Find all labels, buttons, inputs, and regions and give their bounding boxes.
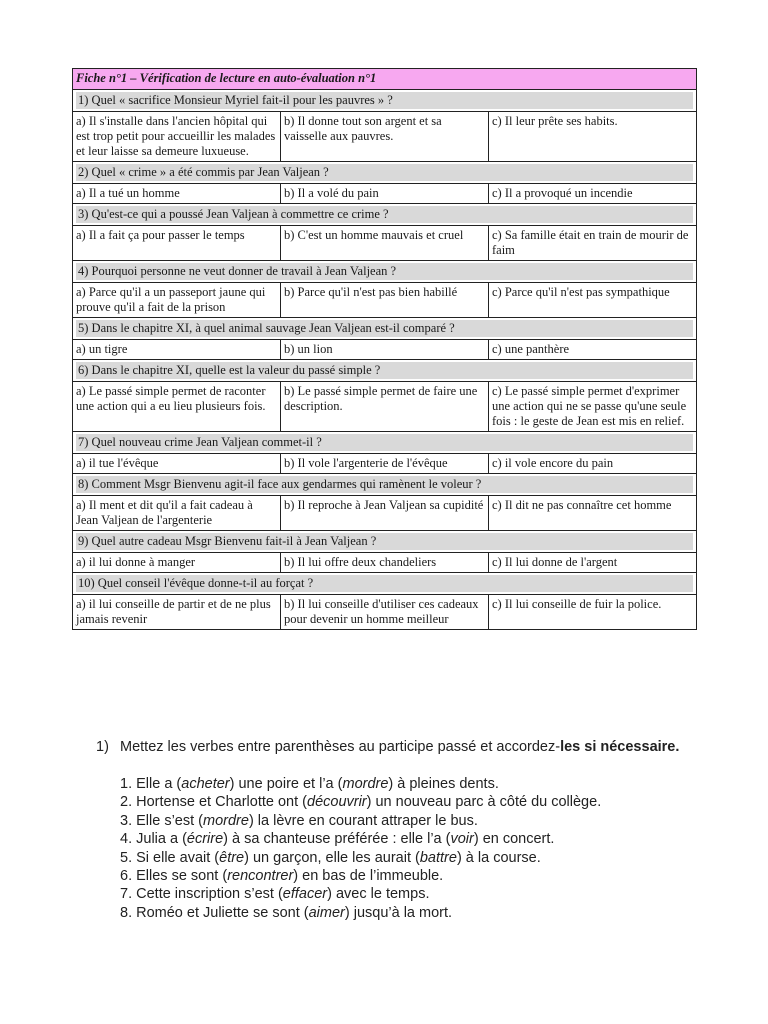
- answer-option: b) Il lui conseille d'utiliser ces cadeaux pour devenir un homme meilleur: [281, 595, 489, 630]
- question-text: 2) Quel « crime » a été commis par Jean Valjean ?: [76, 164, 693, 181]
- exercise-item: [120, 867, 716, 885]
- exercise-item: [120, 885, 716, 903]
- question-row: [73, 360, 697, 382]
- question-row: [73, 162, 697, 184]
- answer-option: c) Il dit ne pas connaître cet homme: [489, 496, 697, 531]
- question-text: 1) Quel « sacrifice Monsieur Myriel fait-il pour les pauvres » ?: [76, 92, 693, 109]
- question-text: 3) Qu'est-ce qui a poussé Jean Valjean à commettre ce crime ?: [76, 206, 693, 223]
- answer-option: a) Il a fait ça pour passer le temps: [73, 226, 281, 261]
- verb-infinitive: effacer: [282, 886, 328, 903]
- answer-option: c) Parce qu'il n'est pas sympathique: [489, 283, 697, 318]
- exercise-list: [96, 775, 716, 922]
- answer-option: c) Il lui donne de l'argent: [489, 553, 697, 573]
- question-row: [73, 318, 697, 340]
- answer-option: c) Il leur prête ses habits.: [489, 112, 697, 162]
- answer-row: [73, 340, 697, 360]
- question-row: [73, 573, 697, 595]
- answer-row: [73, 283, 697, 318]
- answer-option: b) Le passé simple permet de faire une description.: [281, 382, 489, 432]
- answer-option: a) il lui conseille de partir et de ne plus jamais revenir: [73, 595, 281, 630]
- exercise-item: [120, 775, 716, 793]
- verb-infinitive: acheter: [181, 776, 230, 792]
- answer-option: a) Parce qu'il a un passeport jaune qui prouve qu'il a fait de la prison: [73, 283, 281, 318]
- title-row: [73, 69, 697, 90]
- question-row: [73, 261, 697, 283]
- answer-row: [73, 454, 697, 474]
- answer-option: c) Sa famille était en train de mourir de faim: [489, 226, 697, 261]
- exercise-item-number: 2.: [120, 794, 133, 811]
- question-text: 6) Dans le chapitre XI, quelle est la valeur du passé simple ?: [76, 362, 693, 379]
- question-text: 4) Pourquoi personne ne veut donner de travail à Jean Valjean ?: [76, 263, 693, 280]
- question-row: [73, 531, 697, 553]
- answer-row: [73, 595, 697, 630]
- answer-option: b) Il vole l'argenterie de l'évêque: [281, 454, 489, 474]
- answer-option: b) Parce qu'il n'est pas bien habillé: [281, 283, 489, 318]
- answer-option: b) Il donne tout son argent et sa vaisselle aux pauvres.: [281, 112, 489, 162]
- question-text: 7) Quel nouveau crime Jean Valjean commet-il ?: [76, 434, 693, 451]
- verb-infinitive: mordre: [342, 776, 389, 792]
- exercise-item-number: 3.: [120, 812, 133, 829]
- answer-option: c) Il a provoqué un incendie: [489, 184, 697, 204]
- sentence-text: Roméo et Juliette se sont (: [136, 904, 309, 921]
- sentence-text: Cette inscription s’est (: [136, 886, 283, 903]
- sentence-text: ) en concert.: [473, 831, 555, 848]
- question-row: [73, 474, 697, 496]
- answer-option: b) un lion: [281, 340, 489, 360]
- verb-infinitive: être: [219, 849, 245, 866]
- sentence-text: ) avec le temps.: [327, 886, 430, 903]
- sheet-title: Fiche n°1 – Vérification de lecture en auto-évaluation n°1: [73, 69, 697, 90]
- answer-row: [73, 382, 697, 432]
- exercise-item: [120, 793, 716, 811]
- verb-infinitive: battre: [419, 849, 457, 866]
- question-row: [73, 204, 697, 226]
- answer-option: b) C'est un homme mauvais et cruel: [281, 226, 489, 261]
- sentence-text: ) à sa chanteuse préférée : elle l’a (: [223, 831, 451, 848]
- verb-infinitive: mordre: [203, 812, 249, 829]
- question-text: 9) Quel autre cadeau Msgr Bienvenu fait-il à Jean Valjean ?: [76, 533, 693, 550]
- exercise-item-number: 5.: [120, 849, 133, 866]
- sentence-text: ) un nouveau parc à côté du collège.: [366, 794, 602, 811]
- question-row: [73, 90, 697, 112]
- question-text: 8) Comment Msgr Bienvenu agit-il face aux gendarmes qui ramènent le voleur ?: [76, 476, 693, 493]
- answer-option: a) Il ment et dit qu'il a fait cadeau à Jean Valjean de l'argenterie: [73, 496, 281, 531]
- exercise-number: 1): [96, 739, 109, 755]
- answer-option: a) Il a tué un homme: [73, 184, 281, 204]
- exercise-instruction-text: Mettez les verbes entre parenthèses au participe passé et accordez-les si nécessaire.: [120, 739, 680, 755]
- verb-infinitive: découvrir: [307, 794, 367, 811]
- answer-option: b) Il lui offre deux chandeliers: [281, 553, 489, 573]
- answer-option: a) Il s'installe dans l'ancien hôpital qui est trop petit pour accueillir les malades et leur laisse sa demeure luxueuse.: [73, 112, 281, 162]
- answer-option: b) Il reproche à Jean Valjean sa cupidité: [281, 496, 489, 531]
- answer-option: c) une panthère: [489, 340, 697, 360]
- exercise-instruction: [96, 737, 716, 757]
- sentence-text: Julia a (: [136, 831, 187, 848]
- exercise-item-number: 1.: [120, 776, 133, 792]
- answer-option: a) un tigre: [73, 340, 281, 360]
- answer-row: [73, 496, 697, 531]
- exercise-item-number: 7.: [120, 886, 133, 903]
- answer-option: a) il lui donne à manger: [73, 553, 281, 573]
- sentence-text: ) la lèvre en courant attraper le bus.: [248, 812, 478, 829]
- verb-infinitive: écrire: [186, 831, 224, 848]
- sentence-text: Elles se sont (: [136, 868, 228, 885]
- verb-infinitive: rencontrer: [227, 868, 294, 885]
- answer-option: a) Le passé simple permet de raconter une action qui a eu lieu plusieurs fois.: [73, 382, 281, 432]
- answer-option: c) Le passé simple permet d'exprimer une action qui ne se passe qu'une seule fois : le geste de Jean est mis en relief.: [489, 382, 697, 432]
- answer-option: a) il tue l'évêque: [73, 454, 281, 474]
- answer-row: [73, 112, 697, 162]
- sentence-text: ) un garçon, elle les aurait (: [244, 849, 420, 866]
- sentence-text: Hortense et Charlotte ont (: [136, 794, 307, 811]
- question-text: 5) Dans le chapitre XI, à quel animal sauvage Jean Valjean est-il comparé ?: [76, 320, 693, 337]
- answer-option: b) Il a volé du pain: [281, 184, 489, 204]
- exercise-item-number: 6.: [120, 868, 133, 885]
- exercise-item: [120, 812, 716, 830]
- sentence-text: Elle s’est (: [136, 812, 204, 829]
- sentence-text: ) jusqu’à la mort.: [344, 904, 453, 921]
- exercise-item: [120, 830, 716, 848]
- sentence-text: ) en bas de l’immeuble.: [293, 868, 444, 885]
- exercise-item-number: 4.: [120, 831, 133, 848]
- answer-row: [73, 226, 697, 261]
- quiz-table: [72, 68, 697, 630]
- sentence-text: Si elle avait (: [136, 849, 220, 866]
- sentence-text: ) une poire et l’a (: [229, 776, 343, 792]
- exercise-section: [96, 737, 716, 922]
- question-row: [73, 432, 697, 454]
- exercise-item: [120, 904, 716, 922]
- exercise-item-number: 8.: [120, 904, 133, 921]
- answer-option: c) il vole encore du pain: [489, 454, 697, 474]
- answer-option: c) Il lui conseille de fuir la police.: [489, 595, 697, 630]
- sentence-text: Elle a (: [136, 776, 182, 792]
- exercise-item: [120, 849, 716, 867]
- sentence-text: ) à pleines dents.: [388, 776, 499, 792]
- answer-row: [73, 184, 697, 204]
- question-text: 10) Quel conseil l'évêque donne-t-il au forçat ?: [76, 575, 693, 592]
- verb-infinitive: aimer: [308, 904, 345, 921]
- verb-infinitive: voir: [450, 831, 474, 848]
- answer-row: [73, 553, 697, 573]
- sentence-text: ) à la course.: [456, 849, 541, 866]
